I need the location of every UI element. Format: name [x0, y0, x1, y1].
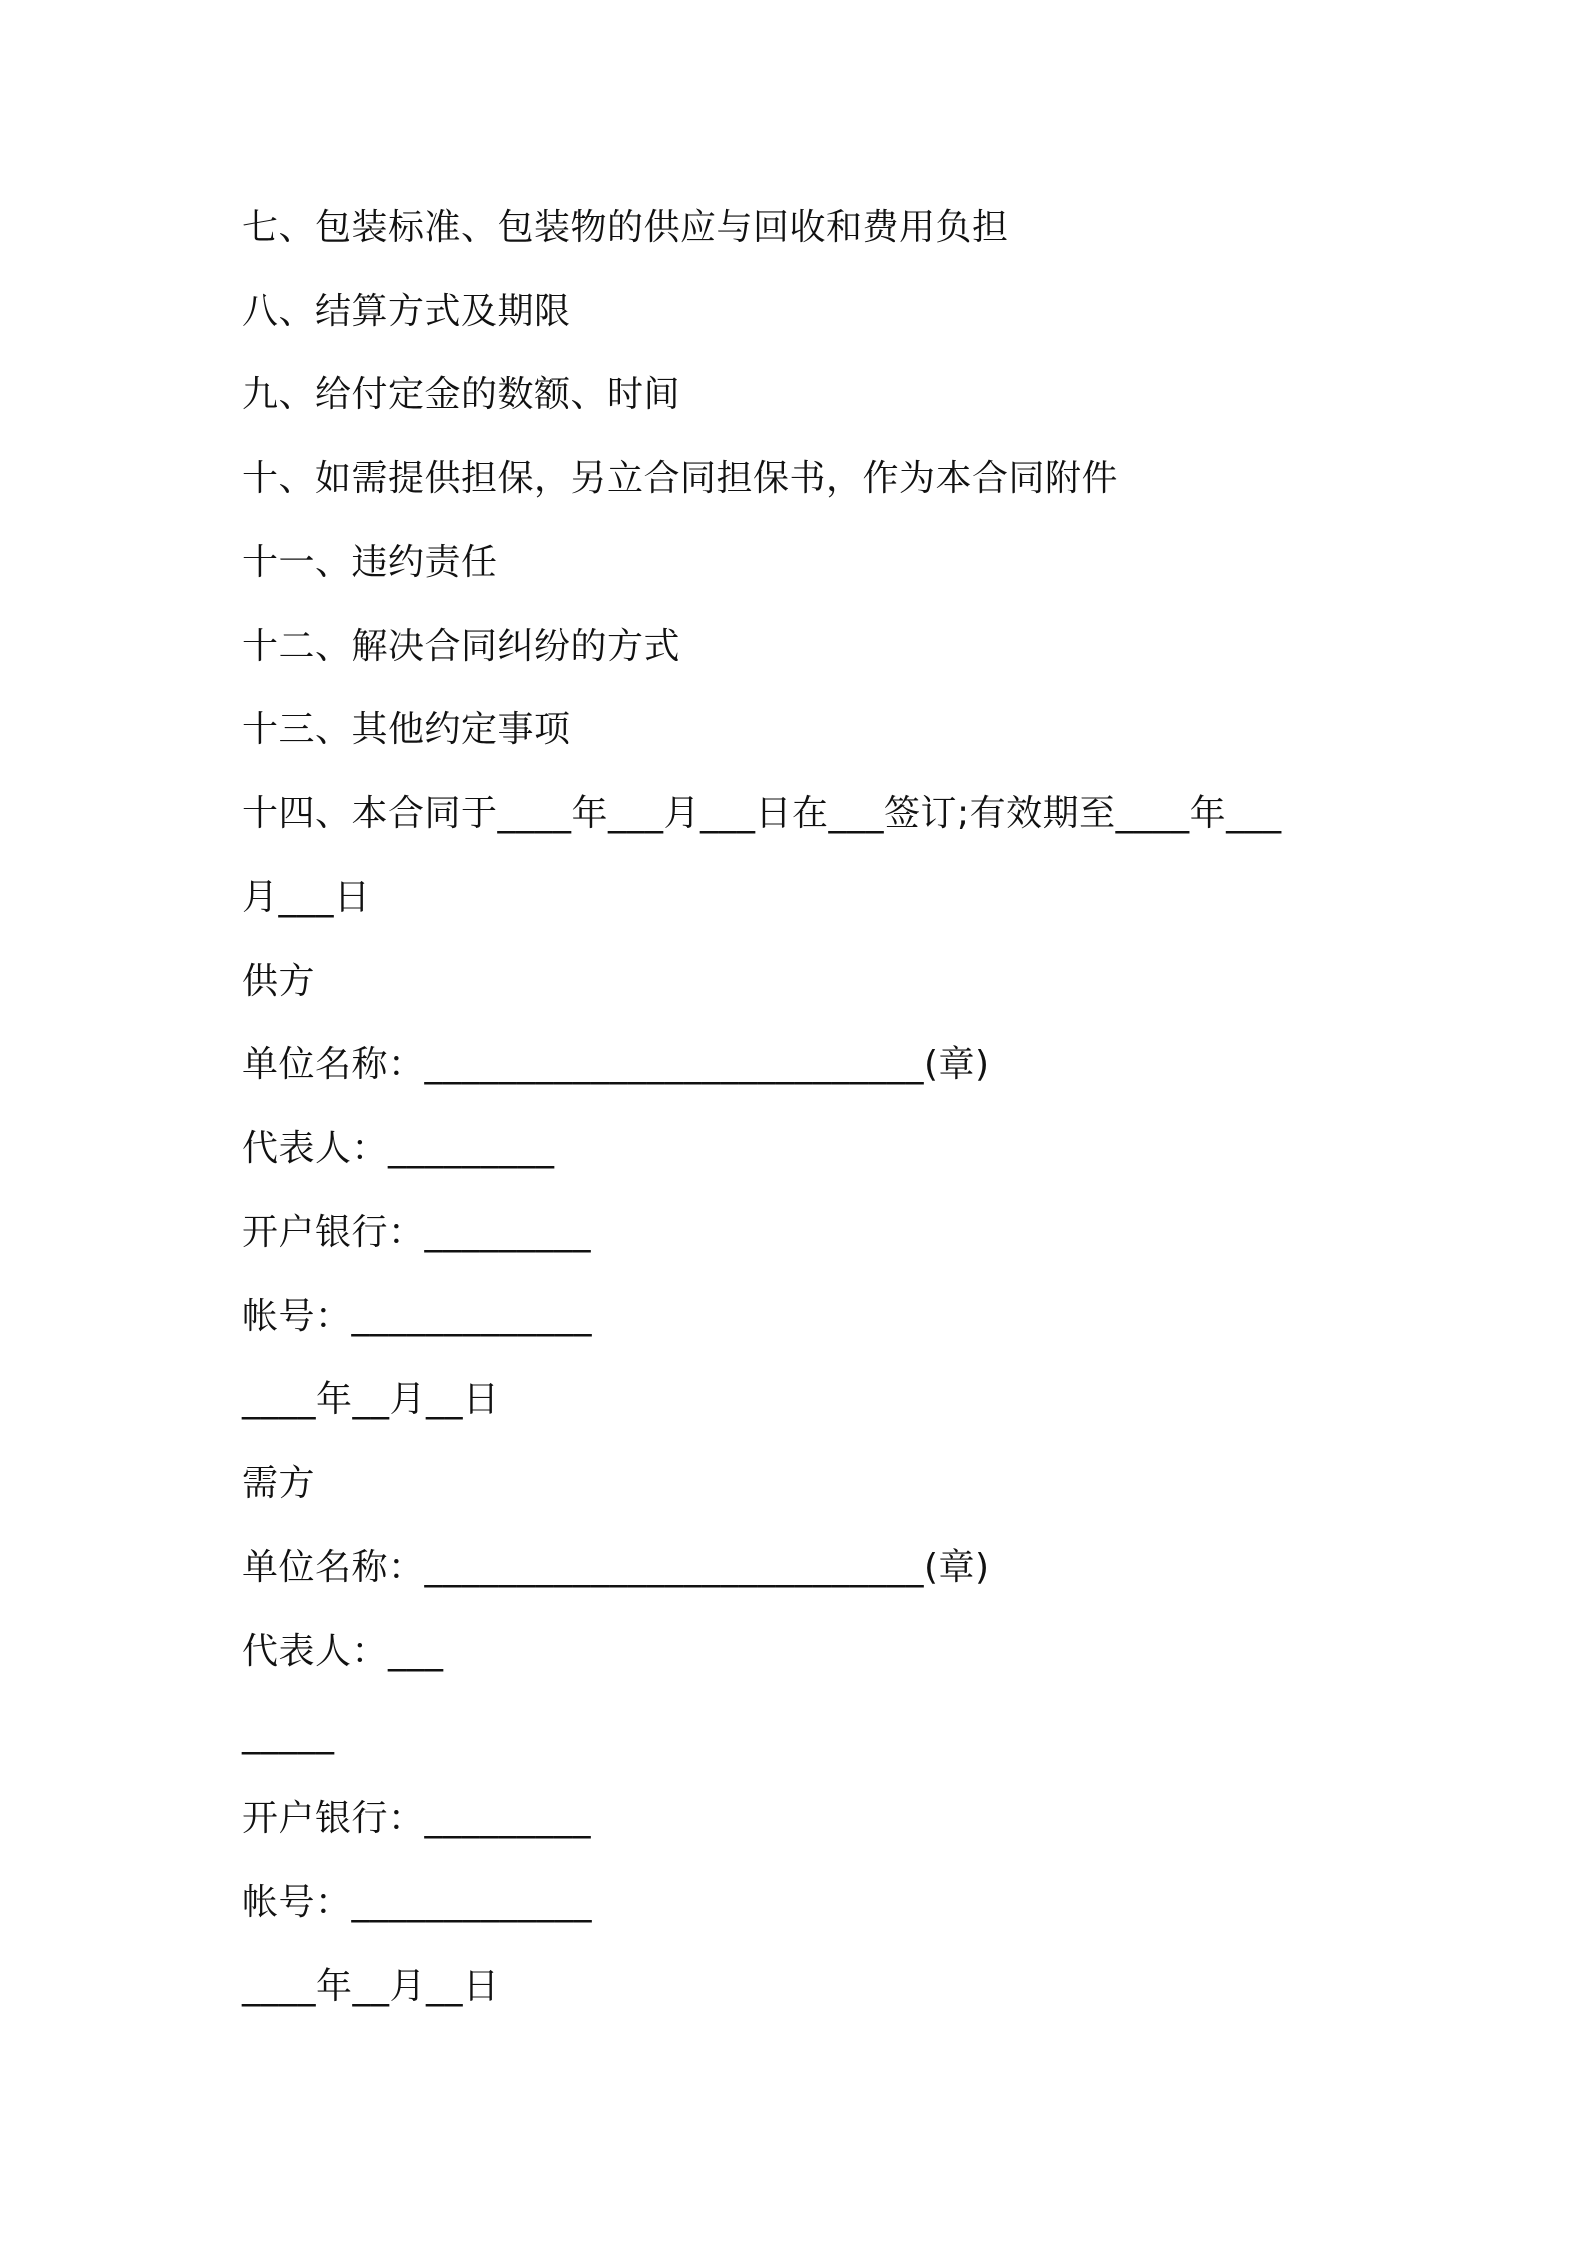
buyer-representative: 代表人：___	[242, 1631, 444, 1672]
buyer-bank: 开户银行：_________	[242, 1798, 592, 1839]
supplier-heading: 供方	[242, 961, 316, 1002]
clause-14-line2: 月___日	[242, 877, 371, 918]
clause-8: 八、结算方式及期限	[242, 291, 571, 332]
clause-14-line1: 十四、本合同于____年___月___日在___签订;有效期至____年___	[242, 793, 1282, 834]
clause-7: 七、包装标准、包装物的供应与回收和费用负担	[242, 207, 1009, 248]
supplier-date: ____年__月__日	[242, 1379, 500, 1420]
buyer-date: ____年__月__日	[242, 1966, 500, 2007]
clause-10: 十、如需提供担保，另立合同担保书，作为本合同附件	[242, 458, 1119, 499]
supplier-representative: 代表人：_________	[242, 1128, 555, 1169]
buyer-account: 帐号：_____________	[242, 1882, 593, 1923]
clause-13: 十三、其他约定事项	[242, 709, 571, 750]
buyer-heading: 需方	[242, 1463, 316, 1504]
supplier-account: 帐号：_____________	[242, 1296, 593, 1337]
clause-11: 十一、违约责任	[242, 542, 498, 583]
clause-12: 十二、解决合同纠纷的方式	[242, 626, 681, 667]
clause-9: 九、给付定金的数额、时间	[242, 374, 681, 415]
supplier-bank: 开户银行：_________	[242, 1212, 592, 1253]
supplier-unit-name: 单位名称：___________________________(章)	[242, 1044, 990, 1085]
buyer-representative-continued: _____	[242, 1714, 335, 1755]
buyer-unit-name: 单位名称：___________________________(章)	[242, 1547, 990, 1588]
